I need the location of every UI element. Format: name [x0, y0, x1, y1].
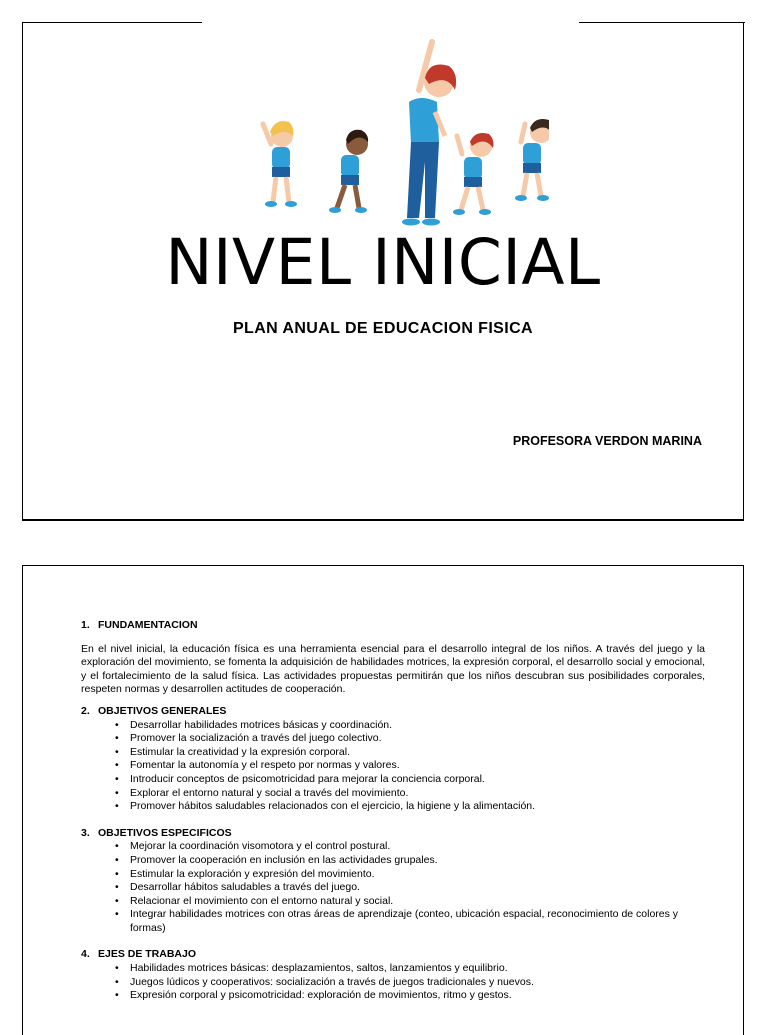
teacher-figure: [402, 42, 456, 226]
list-item: • Fomentar la autonomía y el respeto por normas y valores.: [130, 759, 705, 773]
list-item: • Mejorar la coordinación visomotora y el control postural.: [130, 840, 705, 854]
cover-title: NIVEL INICIAL: [165, 226, 601, 299]
fundamentacion-paragraph: En el nivel inicial, la educación física es una herramienta esencial para el desarrollo integral de los niños. A través del juego y la exploración del movimiento, se fomenta la adquisición de habilidades motrices, la expresión corporal, el desarrollo social y emocional, y el fortalecimiento de la salud física. Las actividades propuestas permitirán que los niños descubran sus posibilidades corporales, respeten normas y desarrollen actitudes de cooperación.: [81, 642, 705, 696]
kid-brunette-figure: [515, 119, 549, 201]
list-item: • Promover hábitos saludables relacionados con el ejercicio, la higiene y la alimentación.: [130, 800, 705, 814]
list-item: • Relacionar el movimiento con el entorno natural y social.: [130, 895, 705, 909]
cover-subtitle: PLAN ANUAL DE EDUCACION FISICA: [232, 320, 533, 337]
plan-content: [81, 619, 705, 1003]
list-item: • Introducir conceptos de psicomotricidad para mejorar la conciencia corporal.: [130, 773, 705, 787]
objetivos-especificos-list: [81, 840, 705, 935]
kid-redhead-figure: [453, 133, 494, 215]
list-item: • Habilidades motrices básicas: desplazamientos, saltos, lanzamientos y equilibrio.: [130, 962, 705, 976]
kid-dark-figure: [329, 130, 368, 213]
ejes-de-trabajo-list: [81, 962, 705, 1003]
list-item: • Expresión corporal y psicomotricidad: exploración de movimientos, ritmo y gestos.: [130, 989, 705, 1003]
kid-blond-figure: [263, 121, 297, 207]
list-item: • Promover la socialización a través del juego colectivo.: [130, 732, 705, 746]
list-item: • Explorar el entorno natural y social a través del movimiento.: [130, 787, 705, 801]
list-item: • Estimular la creatividad y la expresión corporal.: [130, 746, 705, 760]
list-item: • Integrar habilidades motrices con otras áreas de aprendizaje (conteo, ubicación espacial, reconocimiento de colores y formas): [130, 908, 705, 935]
section-title: 2. OBJETIVOS GENERALES: [81, 704, 227, 717]
section-title: 4. EJES DE TRABAJO: [81, 948, 197, 961]
list-item: • Juegos lúdicos y cooperativos: socialización a través de juegos tradicionales y nuevos.: [130, 976, 705, 990]
list-item: • Desarrollar hábitos saludables a través del juego.: [130, 881, 705, 895]
cover-page: [22, 22, 744, 521]
cover-top-border-left: [22, 22, 202, 23]
section-title: 3. OBJETIVOS ESPECIFICOS: [81, 826, 232, 839]
objetivos-generales-list: [81, 719, 705, 814]
cover-author: PROFESORA VERDON MARINA: [512, 434, 702, 448]
children-exercising-illustration: [249, 32, 549, 232]
list-item: • Desarrollar habilidades motrices básicas y coordinación.: [130, 719, 705, 733]
plan-body-page: [22, 565, 744, 1035]
list-item: • Estimular la exploración y expresión del movimiento.: [130, 868, 705, 882]
section-title: 1. FUNDAMENTACION: [81, 619, 198, 631]
cover-top-border-right: [579, 22, 745, 23]
list-item: • Promover la cooperación en inclusión en las actividades grupales.: [130, 854, 705, 868]
